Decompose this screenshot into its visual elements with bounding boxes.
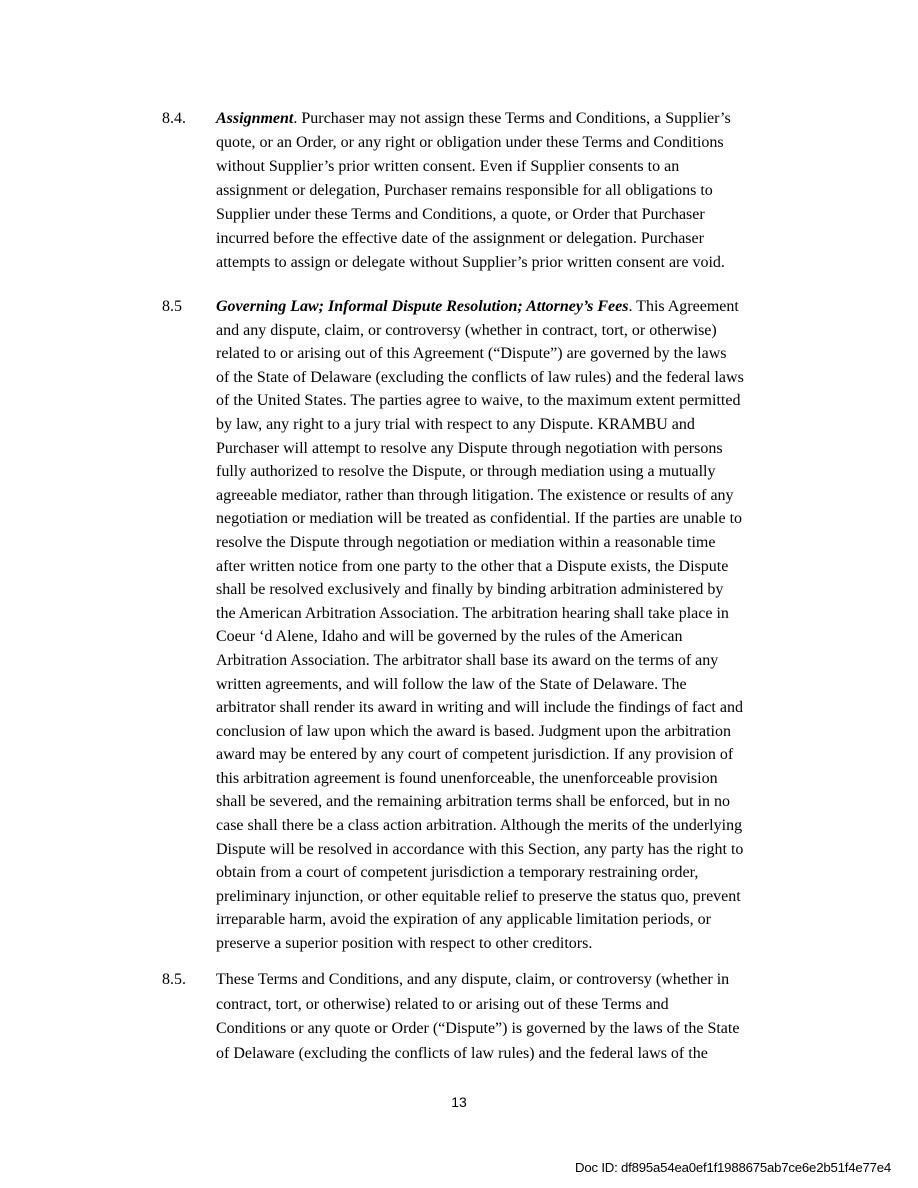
section-number: 8.4. [162, 110, 186, 127]
section-line: quote, or an Order, or any right or obligation under these Terms and Conditions [216, 134, 724, 151]
section-line: of Delaware (excluding the conflicts of law rules) and the federal laws of the [216, 1044, 708, 1062]
section-line: by law, any right to a jury trial with respect to any Dispute. KRAMBU and [216, 415, 695, 433]
section-line: preliminary injunction, or other equitable relief to preserve the status quo, prevent [216, 887, 741, 905]
section-line: agreeable mediator, rather than through litigation. The existence or results of any [216, 486, 734, 504]
section-line: Supplier under these Terms and Conditions, a quote, or Order that Purchaser [216, 206, 705, 223]
section-line: after written notice from one party to the other that a Dispute exists, the Dispute [216, 557, 729, 575]
section-line: case shall there be a class action arbitration. Although the merits of the underlying [216, 817, 743, 835]
section-line: contract, tort, or otherwise) related to or arising out of these Terms and [216, 995, 669, 1013]
section-line: shall be severed, and the remaining arbitration terms shall be enforced, but in no [216, 793, 731, 811]
page-number: 13 [451, 1094, 467, 1110]
section-heading: Assignment [216, 110, 294, 127]
section-line: negotiation or mediation will be treated as confidential. If the parties are unable to [216, 510, 743, 528]
section-line: preserve a superior position with respect to other creditors. [216, 935, 593, 953]
section-line: Conditions or any quote or Order (“Dispute”) is governed by the laws of the State [216, 1020, 740, 1037]
section-line: the American Arbitration Association. The arbitration hearing shall take place in [216, 604, 729, 622]
section-body [216, 968, 822, 1066]
section-heading: Governing Law; Informal Dispute Resolution; Attorney’s Fees [216, 298, 629, 315]
section-line: resolve the Dispute through negotiation or mediation within a reasonable time [216, 533, 716, 551]
section-line: written agreements, and will follow the law of the State of Delaware. The [216, 675, 687, 693]
section-line: obtain from a court of competent jurisdiction a temporary restraining order, [216, 864, 699, 882]
section-body [216, 107, 822, 275]
section-line: attempts to assign or delegate without Supplier’s prior written consent are void. [216, 254, 725, 271]
section-line: award may be entered by any court of competent jurisdiction. If any provision of [216, 746, 734, 764]
section-body [216, 295, 822, 956]
section-line: and any dispute, claim, or controversy (whether in contract, tort, or otherwise) [216, 321, 717, 339]
doc-id: Doc ID: df895a54ea0ef1f1988675ab7ce6e2b51f4e77e4 [575, 1160, 891, 1175]
section-number: 8.5 [162, 298, 182, 315]
section-line: Coeur ‘d Alene, Idaho and will be governed by the rules of the American [216, 628, 683, 646]
section-line: without Supplier’s prior written consent. Even if Supplier consents to an [216, 158, 680, 175]
section-line: shall be resolved exclusively and finally by binding arbitration administered by [216, 581, 724, 599]
section-line: Governing Law; Informal Dispute Resolution; Attorney’s Fees. This Agreement [216, 298, 739, 315]
section-line: arbitrator shall render its award in writing and will include the findings of fact and [216, 699, 743, 717]
section-line: assignment or delegation, Purchaser remains responsible for all obligations to [216, 182, 713, 199]
section-line: this arbitration agreement is found unenforceable, the unenforceable provision [216, 769, 718, 787]
section-line: Purchaser will attempt to resolve any Dispute through negotiation with persons [216, 439, 723, 457]
section-line: These Terms and Conditions, and any dispute, claim, or controversy (whether in [216, 971, 730, 988]
section-number: 8.5. [162, 971, 186, 988]
section-line: conclusion of law upon which the award is based. Judgment upon the arbitration [216, 722, 731, 740]
section-line: incurred before the effective date of the assignment or delegation. Purchaser [216, 230, 704, 247]
section-line: of the United States. The parties agree to waive, to the maximum extent permitted [216, 392, 741, 410]
section-line: fully authorized to resolve the Dispute, or through mediation using a mutually [216, 463, 716, 481]
section-line: Assignment. Purchaser may not assign these Terms and Conditions, a Supplier’s [216, 110, 731, 127]
section-line: Dispute will be resolved in accordance with this Section, any party has the right to [216, 840, 744, 858]
section-line: Arbitration Association. The arbitrator shall base its award on the terms of any [216, 651, 719, 669]
section-line: irreparable harm, avoid the expiration of any applicable limitation periods, or [216, 911, 711, 929]
section-line: related to or arising out of this Agreement (“Dispute”) are governed by the laws [216, 345, 727, 363]
section-line: of the State of Delaware (excluding the conflicts of law rules) and the federal laws [216, 368, 744, 386]
